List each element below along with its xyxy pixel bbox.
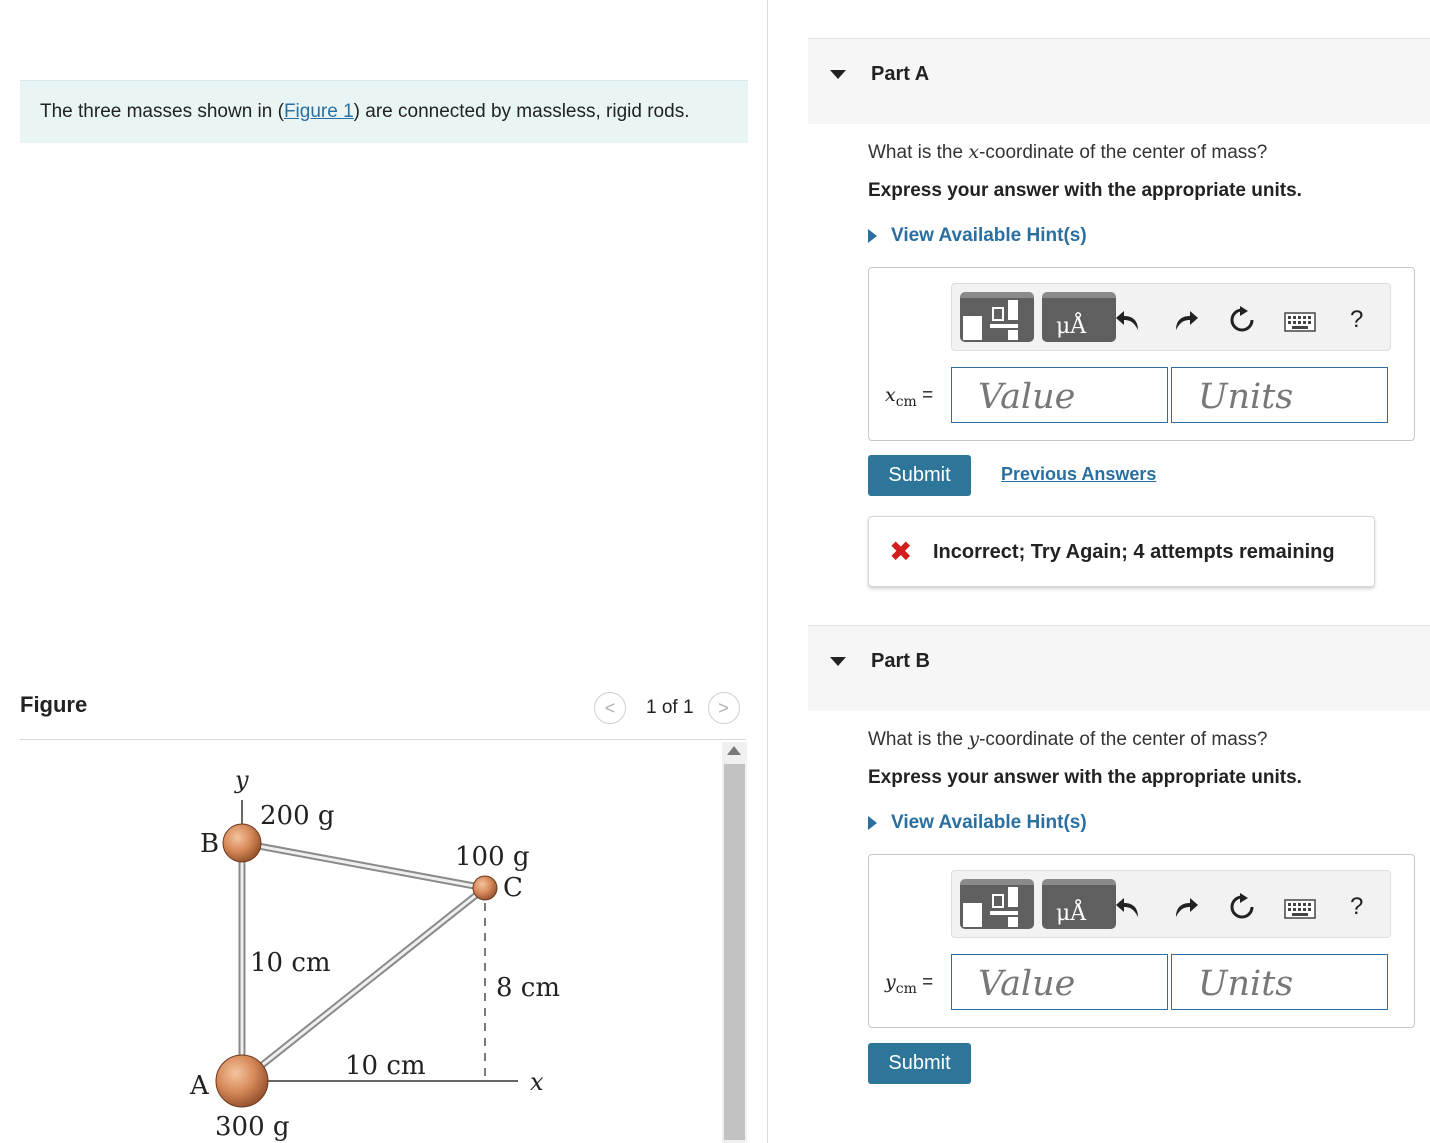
ycm-label: $y_{cm}$ = <box>885 971 934 997</box>
intro-text-start: The three masses shown in ( <box>40 101 284 122</box>
expand-triangle-icon <box>868 816 877 830</box>
intro-text-end: ) are connected by massless, rigid rods. <box>353 101 690 122</box>
part-b-answer-box <box>868 854 1415 1028</box>
xcm-units-input[interactable] <box>1171 367 1388 423</box>
help-icon[interactable]: ? <box>1350 306 1364 333</box>
math-toolbar <box>951 870 1391 938</box>
part-b-title: Part B <box>871 650 930 672</box>
part-a-instruction: Express your answer with the appropriate units. <box>868 180 1302 201</box>
scroll-up-icon[interactable] <box>727 746 741 755</box>
redo-icon[interactable] <box>1172 895 1200 919</box>
xcm-value-input[interactable] <box>951 367 1168 423</box>
units-icon: μÅ <box>1056 314 1087 339</box>
mass-diagram <box>20 745 720 1143</box>
part-a-submit-button[interactable]: Submit <box>868 455 971 496</box>
figure-pager <box>594 692 740 724</box>
xcm-label: $x_{cm}$ = <box>885 384 934 410</box>
figure-heading: Figure <box>20 692 88 717</box>
units-button[interactable] <box>1042 879 1116 929</box>
ycm-value-input[interactable] <box>951 954 1168 1010</box>
prev-figure-button[interactable]: < <box>594 692 626 724</box>
undo-icon[interactable] <box>1114 308 1142 332</box>
templates-icon <box>960 885 1034 929</box>
units-icon: μÅ <box>1056 901 1087 926</box>
part-b-question: What is the y-coordinate of the center of mass? <box>868 728 1268 750</box>
mass-b-ball <box>223 824 261 862</box>
vertical-dimension-label: 10 cm <box>250 948 331 978</box>
x-variable: x <box>968 141 980 163</box>
horizontal-dimension-label: 10 cm <box>345 1051 426 1081</box>
keyboard-icon[interactable] <box>1284 899 1316 919</box>
column-divider <box>767 0 768 1143</box>
y-axis-label: y <box>235 766 249 794</box>
templates-icon <box>960 298 1034 342</box>
units-button[interactable] <box>1042 292 1116 342</box>
x-axis-label: x <box>530 1068 544 1096</box>
part-b-hint-toggle[interactable] <box>868 812 1087 834</box>
templates-button[interactable] <box>960 879 1034 929</box>
previous-answers-link[interactable]: Previous Answers <box>1001 464 1157 484</box>
point-c-label: C <box>503 873 523 903</box>
point-b-label: B <box>200 829 220 859</box>
ycm-units-input[interactable] <box>1171 954 1388 1010</box>
problem-statement <box>20 80 748 143</box>
hint-label: View Available Hint(s) <box>891 225 1087 246</box>
undo-icon[interactable] <box>1114 895 1142 919</box>
incorrect-x-icon: ✖ <box>889 536 913 567</box>
mass-c-ball <box>473 876 497 900</box>
math-toolbar <box>951 283 1391 351</box>
scrollbar-thumb[interactable] <box>724 764 745 1140</box>
templates-button[interactable] <box>960 292 1034 342</box>
feedback-message: Incorrect; Try Again; 4 attempts remaining <box>933 541 1335 563</box>
part-a-title: Part A <box>871 63 930 85</box>
c-height-dimension-label: 8 cm <box>496 973 561 1003</box>
reset-icon[interactable] <box>1228 306 1256 334</box>
mass-a-label: 300 g <box>215 1112 290 1142</box>
mass-b-label: 200 g <box>260 801 335 831</box>
collapse-caret-icon[interactable] <box>830 70 846 79</box>
help-icon[interactable]: ? <box>1350 893 1364 920</box>
y-variable: y <box>968 728 980 750</box>
part-a-question: What is the x-coordinate of the center of mass? <box>868 141 1268 163</box>
mass-c-label: 100 g <box>455 842 530 872</box>
part-a-header[interactable] <box>808 38 1430 124</box>
figure-scrollbar[interactable] <box>722 742 747 1143</box>
mass-a-ball <box>216 1055 268 1107</box>
expand-triangle-icon <box>868 229 877 243</box>
figure-divider <box>20 739 746 740</box>
part-b-submit-button[interactable]: Submit <box>868 1043 971 1084</box>
next-figure-button[interactable]: > <box>708 692 740 724</box>
keyboard-icon[interactable] <box>1284 312 1316 332</box>
point-a-label: A <box>190 1071 209 1101</box>
figure-page-indicator: 1 of 1 <box>646 697 694 718</box>
figure-link[interactable]: Figure 1 <box>283 101 354 122</box>
part-a-hint-toggle[interactable] <box>868 225 1087 247</box>
part-b-instruction: Express your answer with the appropriate units. <box>868 767 1302 788</box>
part-a-feedback <box>868 516 1375 587</box>
hint-label: View Available Hint(s) <box>891 812 1087 833</box>
part-b-header[interactable] <box>808 625 1430 711</box>
collapse-caret-icon[interactable] <box>830 657 846 666</box>
redo-icon[interactable] <box>1172 308 1200 332</box>
reset-icon[interactable] <box>1228 893 1256 921</box>
part-a-answer-box <box>868 267 1415 441</box>
